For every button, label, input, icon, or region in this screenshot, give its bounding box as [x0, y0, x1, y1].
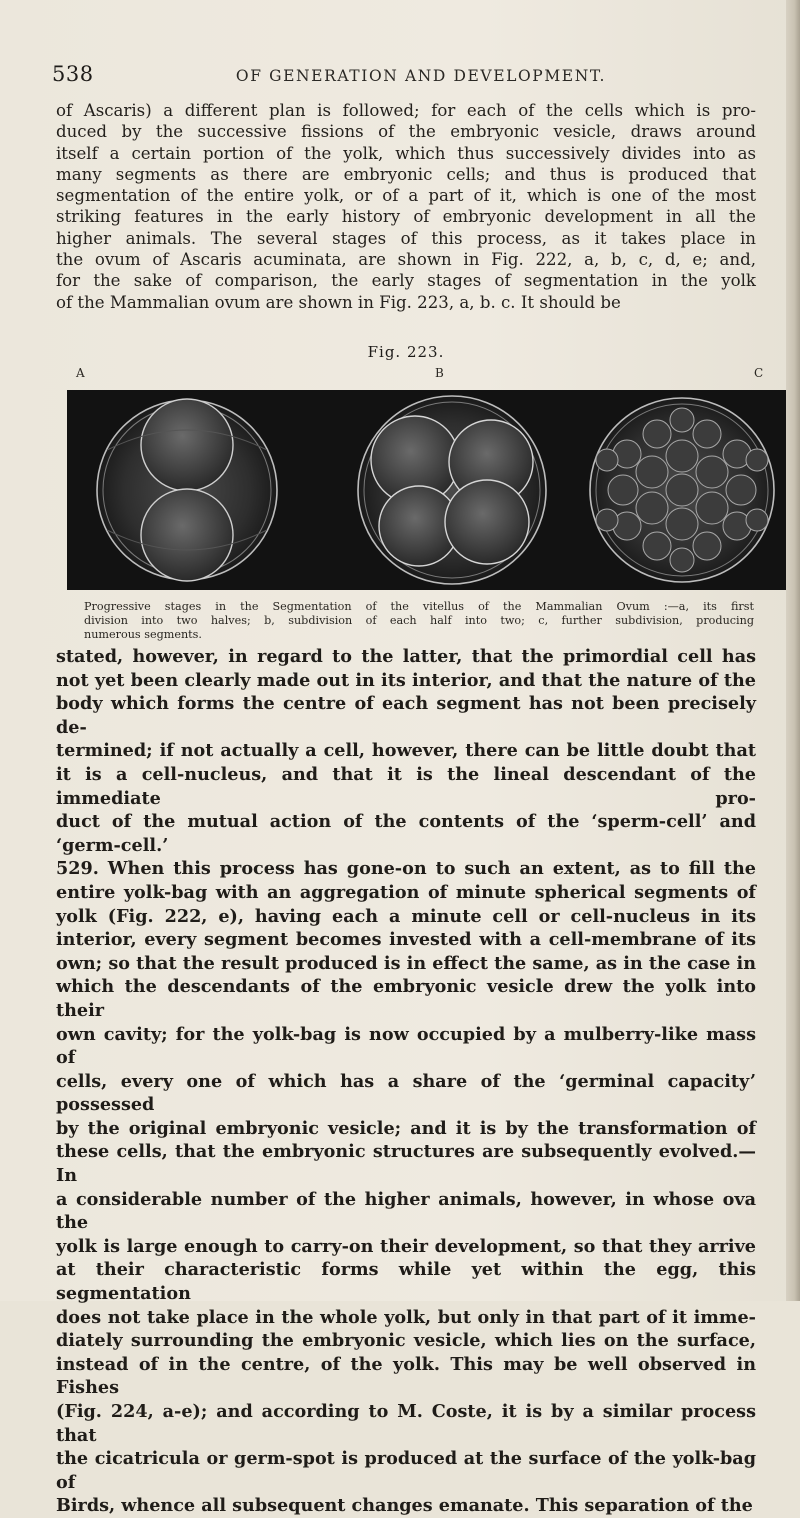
text-line: a considerable number of the higher animals, however, in whose ova the [56, 1188, 756, 1234]
ovum-stage-b [358, 396, 546, 584]
figure-label-c: C [754, 366, 764, 380]
figure-caption [84, 600, 754, 642]
segmentation-figure [67, 390, 787, 590]
text-line: of the Mammalian ovum are shown in Fig. 223, a, b. c. It should be [56, 292, 621, 312]
text-line: 529. When this process has gone-on to such an extent, as to fill the [56, 858, 756, 880]
text-line: of Ascaris) a different plan is followed; for each of the cells which is pro- [56, 101, 756, 120]
page-number: 538 [52, 62, 94, 86]
text-line: division into two halves; b, subdivision of each half into two; c, further subdivision, producing [84, 614, 754, 627]
ovum-stage-a [97, 399, 277, 581]
text-line: at their characteristic forms while yet within the egg, this segmentation [56, 1259, 756, 1305]
text-line: interior, every segment becomes invested with a cell-membrane of its [56, 929, 756, 951]
page-header [52, 62, 752, 90]
text-line: these cells, that the embryonic structures are subsequently evolved.—In [56, 1141, 756, 1187]
text-line: higher animals. The several stages of this process, as it takes place in [56, 228, 756, 248]
figure-title: Fig. 223. [367, 343, 445, 361]
text-line: own cavity; for the yolk-bag is now occupied by a mulberry-like mass of [56, 1023, 756, 1069]
text-line: striking features in the early history of embryonic development in all the [56, 207, 756, 227]
text-line: does not take place in the whole yolk, but only in that part of it imme- [56, 1306, 756, 1328]
text-line: many segments as there are embryonic cells; and thus is produced that [56, 164, 756, 184]
text-line: entire yolk-bag with an aggregation of minute spherical segments of [56, 881, 756, 903]
text-line: yolk is large enough to carry-on their development, so that they arrive [56, 1235, 756, 1257]
text-line: which the descendants of the embryonic vesicle drew the yolk into their [56, 976, 756, 1021]
text-line: body which forms the centre of each segment has not been precisely de- [56, 693, 756, 738]
text-line: diately surrounding the embryonic vesicle, which lies on the surface, [56, 1330, 756, 1352]
ovum-stage-c [590, 398, 774, 582]
text-line: termined; if not actually a cell, however, there can be little doubt that [56, 740, 756, 762]
figure-label-b: B [435, 366, 445, 380]
text-line: cells, every one of which has a share of the ‘germinal capacity’ possessed [56, 1070, 756, 1116]
page-edge [786, 0, 800, 1301]
running-head: OF GENERATION AND DEVELOPMENT. [235, 67, 607, 85]
text-line: yolk (Fig. 222, e), having each a minute cell or cell-nucleus in its [56, 905, 756, 927]
text-line: duced by the successive fissions of the embryonic vesicle, draws around [56, 122, 756, 142]
paragraph-top [56, 100, 756, 313]
figure-label-a: A [76, 366, 86, 380]
text-line: stated, however, in regard to the latter, that the primordial cell has [56, 646, 756, 667]
text-line: duct of the mutual action of the contents of the ‘sperm-cell’ and ‘germ-cell.’ [56, 811, 756, 856]
text-line: the cicatricula or germ-spot is produced at the surface of the yolk-bag of [56, 1448, 756, 1493]
paragraph-bottom [56, 645, 756, 1518]
text-line: own; so that the result produced is in effect the same, as in the case in [56, 952, 756, 974]
text-line: Progressive stages in the Segmentation of the vitellus of the Mammalian Ovum :—a, its first [84, 600, 754, 613]
text-line: it is a cell-nucleus, and that it is the lineal descendant of the immediate pro- [56, 763, 756, 809]
text-line: (Fig. 224, a-e); and according to M. Coste, it is by a similar process that [56, 1401, 756, 1446]
text-line: numerous segments. [84, 628, 202, 641]
text-line: not yet been clearly made out in its interior, and that the nature of the [56, 669, 756, 691]
text-line: instead of in the centre, of the yolk. This may be well observed in Fishes [56, 1353, 756, 1399]
text-line: Birds, whence all subsequent changes emanate. This separation of the [56, 1495, 753, 1517]
text-line: the ovum of Ascaris acuminata, are shown in Fig. 222, a, b, c, d, e; and, [56, 250, 756, 270]
text-line: itself a certain portion of the yolk, which thus successively divides into as [56, 143, 756, 163]
text-line: for the sake of comparison, the early stages of segmentation in the yolk [56, 271, 756, 291]
text-line: by the original embryonic vesicle; and it is by the transformation of [56, 1117, 756, 1139]
text-line: segmentation of the entire yolk, or of a part of it, which is one of the most [56, 186, 756, 206]
